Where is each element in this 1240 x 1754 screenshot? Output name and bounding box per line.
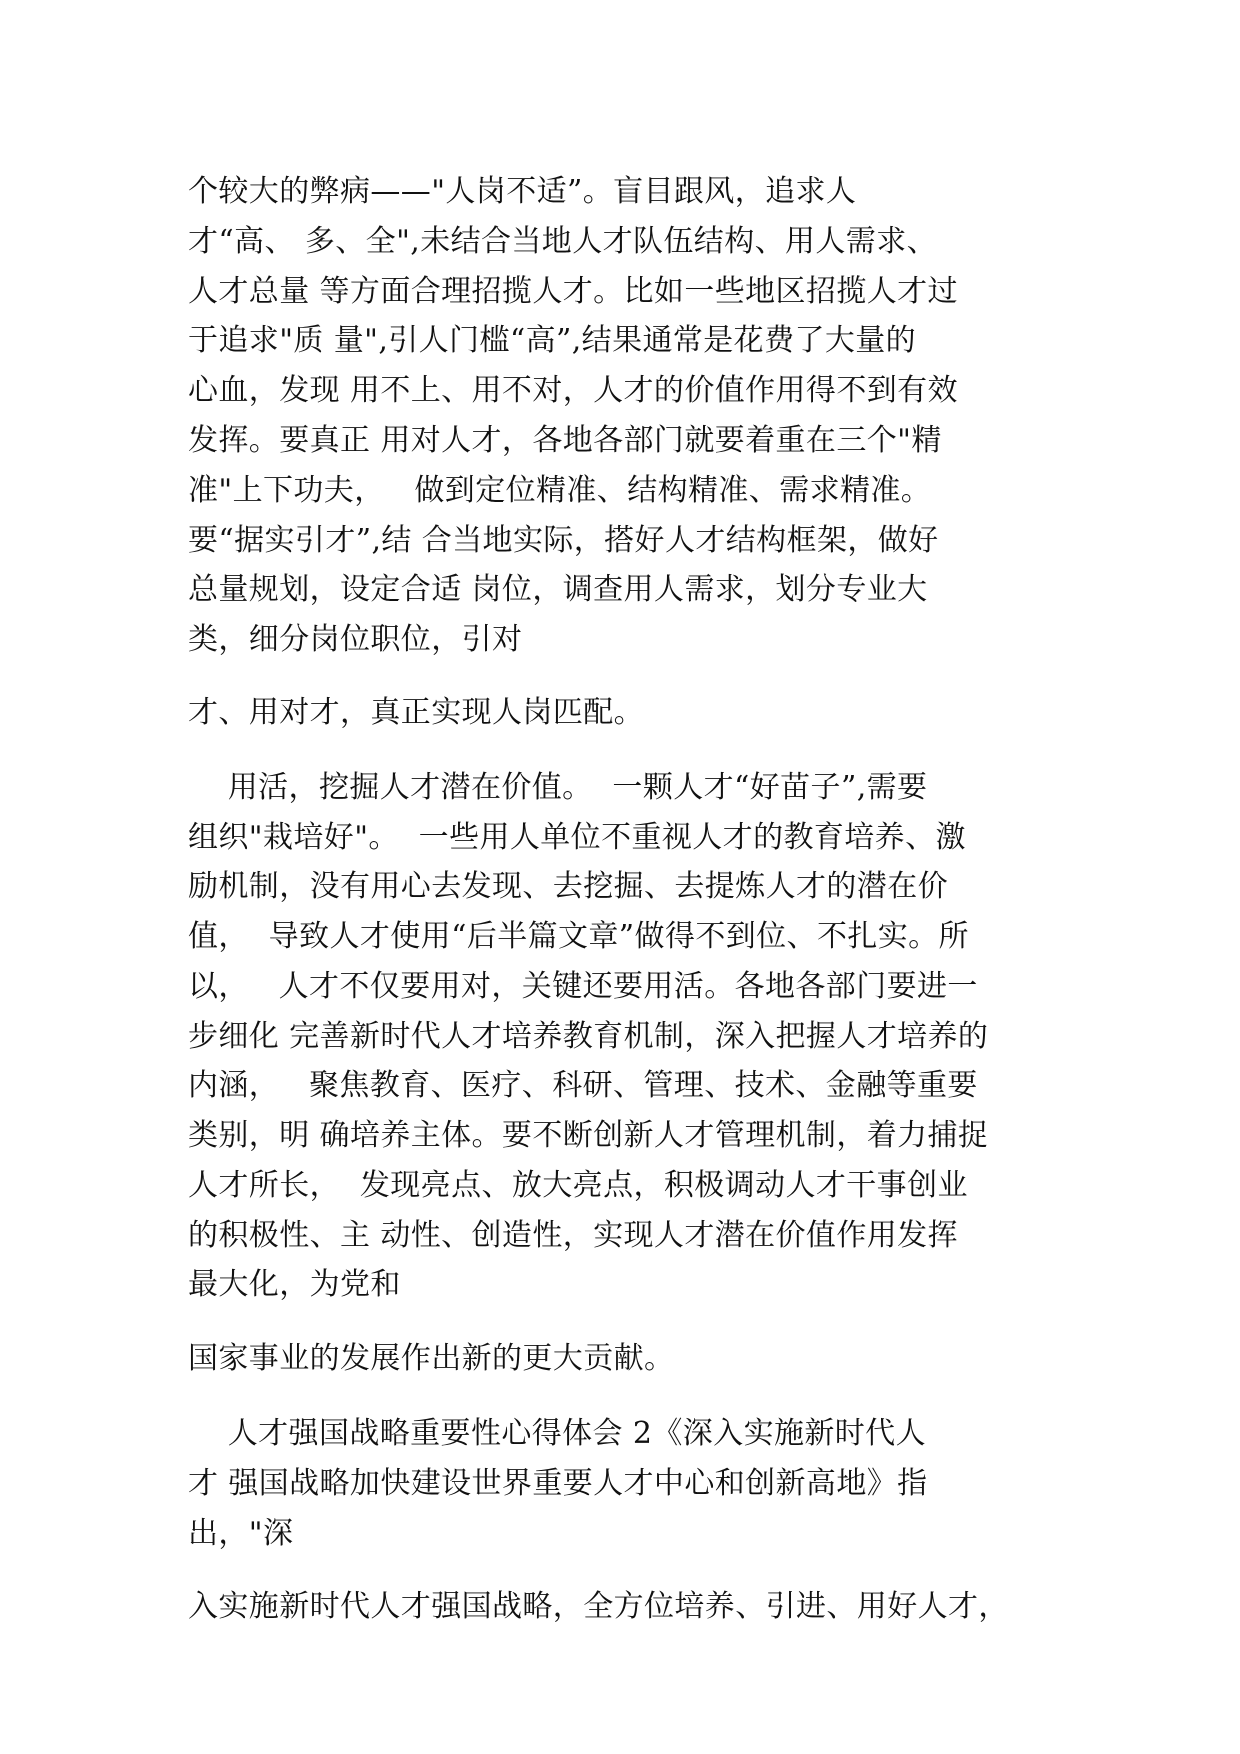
text-line: 出，"深 [188, 1516, 294, 1551]
text-line: 要“据实引才”,结 合当地实际，搭好人才结构框架，做好 [188, 523, 939, 558]
text-line: 类，细分岗位职位，引对 [188, 622, 523, 657]
text-line: 人才所长， 发现亮点、放大亮点，积极调动人才干事创业 [188, 1168, 968, 1203]
text-line: 入实施新时代人才强国战略，全方位培养、引进、用好人才， [188, 1589, 1009, 1624]
text-line: 人才强国战略重要性心得体会 2《深入实施新时代人 [188, 1416, 926, 1451]
text-line: 准"上下功夫， 做到定位精准、结构精准、需求精准。 [188, 473, 932, 508]
text-line: 励机制，没有用心去发现、去挖掘、去提炼人才的潜在价 [188, 869, 948, 904]
text-line: 用活，挖掘人才潜在价值。 一颗人才“好苗子”,需要 [188, 770, 928, 805]
text-line: 心血，发现 用不上、用不对，人才的价值作用得不到有效 [188, 373, 958, 408]
text-line: 的积极性、主 动性、创造性，实现人才潜在价值作用发挥 [188, 1218, 958, 1253]
text-line: 值， 导致人才使用“后半篇文章”做得不到位、不扎实。所 [188, 919, 969, 954]
text-line: 总量规划，设定合适 岗位，调查用人需求，划分专业大 [188, 572, 928, 607]
text-line: 才“高、 多、全",未结合当地人才队伍结构、用人需求、 [188, 224, 938, 259]
text-line: 最大化，为党和 [188, 1267, 401, 1302]
text-line: 才 强国战略加快建设世界重要人才中心和创新高地》指 [188, 1466, 928, 1501]
text-line: 人才总量 等方面合理招揽人才。比如一些地区招揽人才过 [188, 274, 958, 309]
text-line: 以， 人才不仅要用对，关键还要用活。各地各部门要进一 [188, 969, 978, 1004]
text-line: 内涵， 聚焦教育、医疗、科研、管理、技术、金融等重要 [188, 1068, 978, 1103]
text-line: 个较大的弊病——"人岗不适”。盲目跟风，追求人 [188, 174, 857, 209]
text-line: 国家事业的发展作出新的更大贡献。 [188, 1341, 675, 1376]
text-line: 步细化 完善新时代人才培养教育机制，深入把握人才培养的 [188, 1019, 989, 1054]
text-line: 于追求"质 量",引人门槛“高”,结果通常是花费了大量的 [188, 323, 917, 358]
text-line: 类别，明 确培养主体。要不断创新人才管理机制，着力捕捉 [188, 1118, 989, 1153]
text-line: 才、用对才，真正实现人岗匹配。 [188, 695, 644, 730]
text-line: 发挥。要真正 用对人才，各地各部门就要着重在三个"精 [188, 423, 942, 458]
text-line: 组织"栽培好"。 一些用人单位不重视人才的教育培养、激 [188, 820, 966, 855]
